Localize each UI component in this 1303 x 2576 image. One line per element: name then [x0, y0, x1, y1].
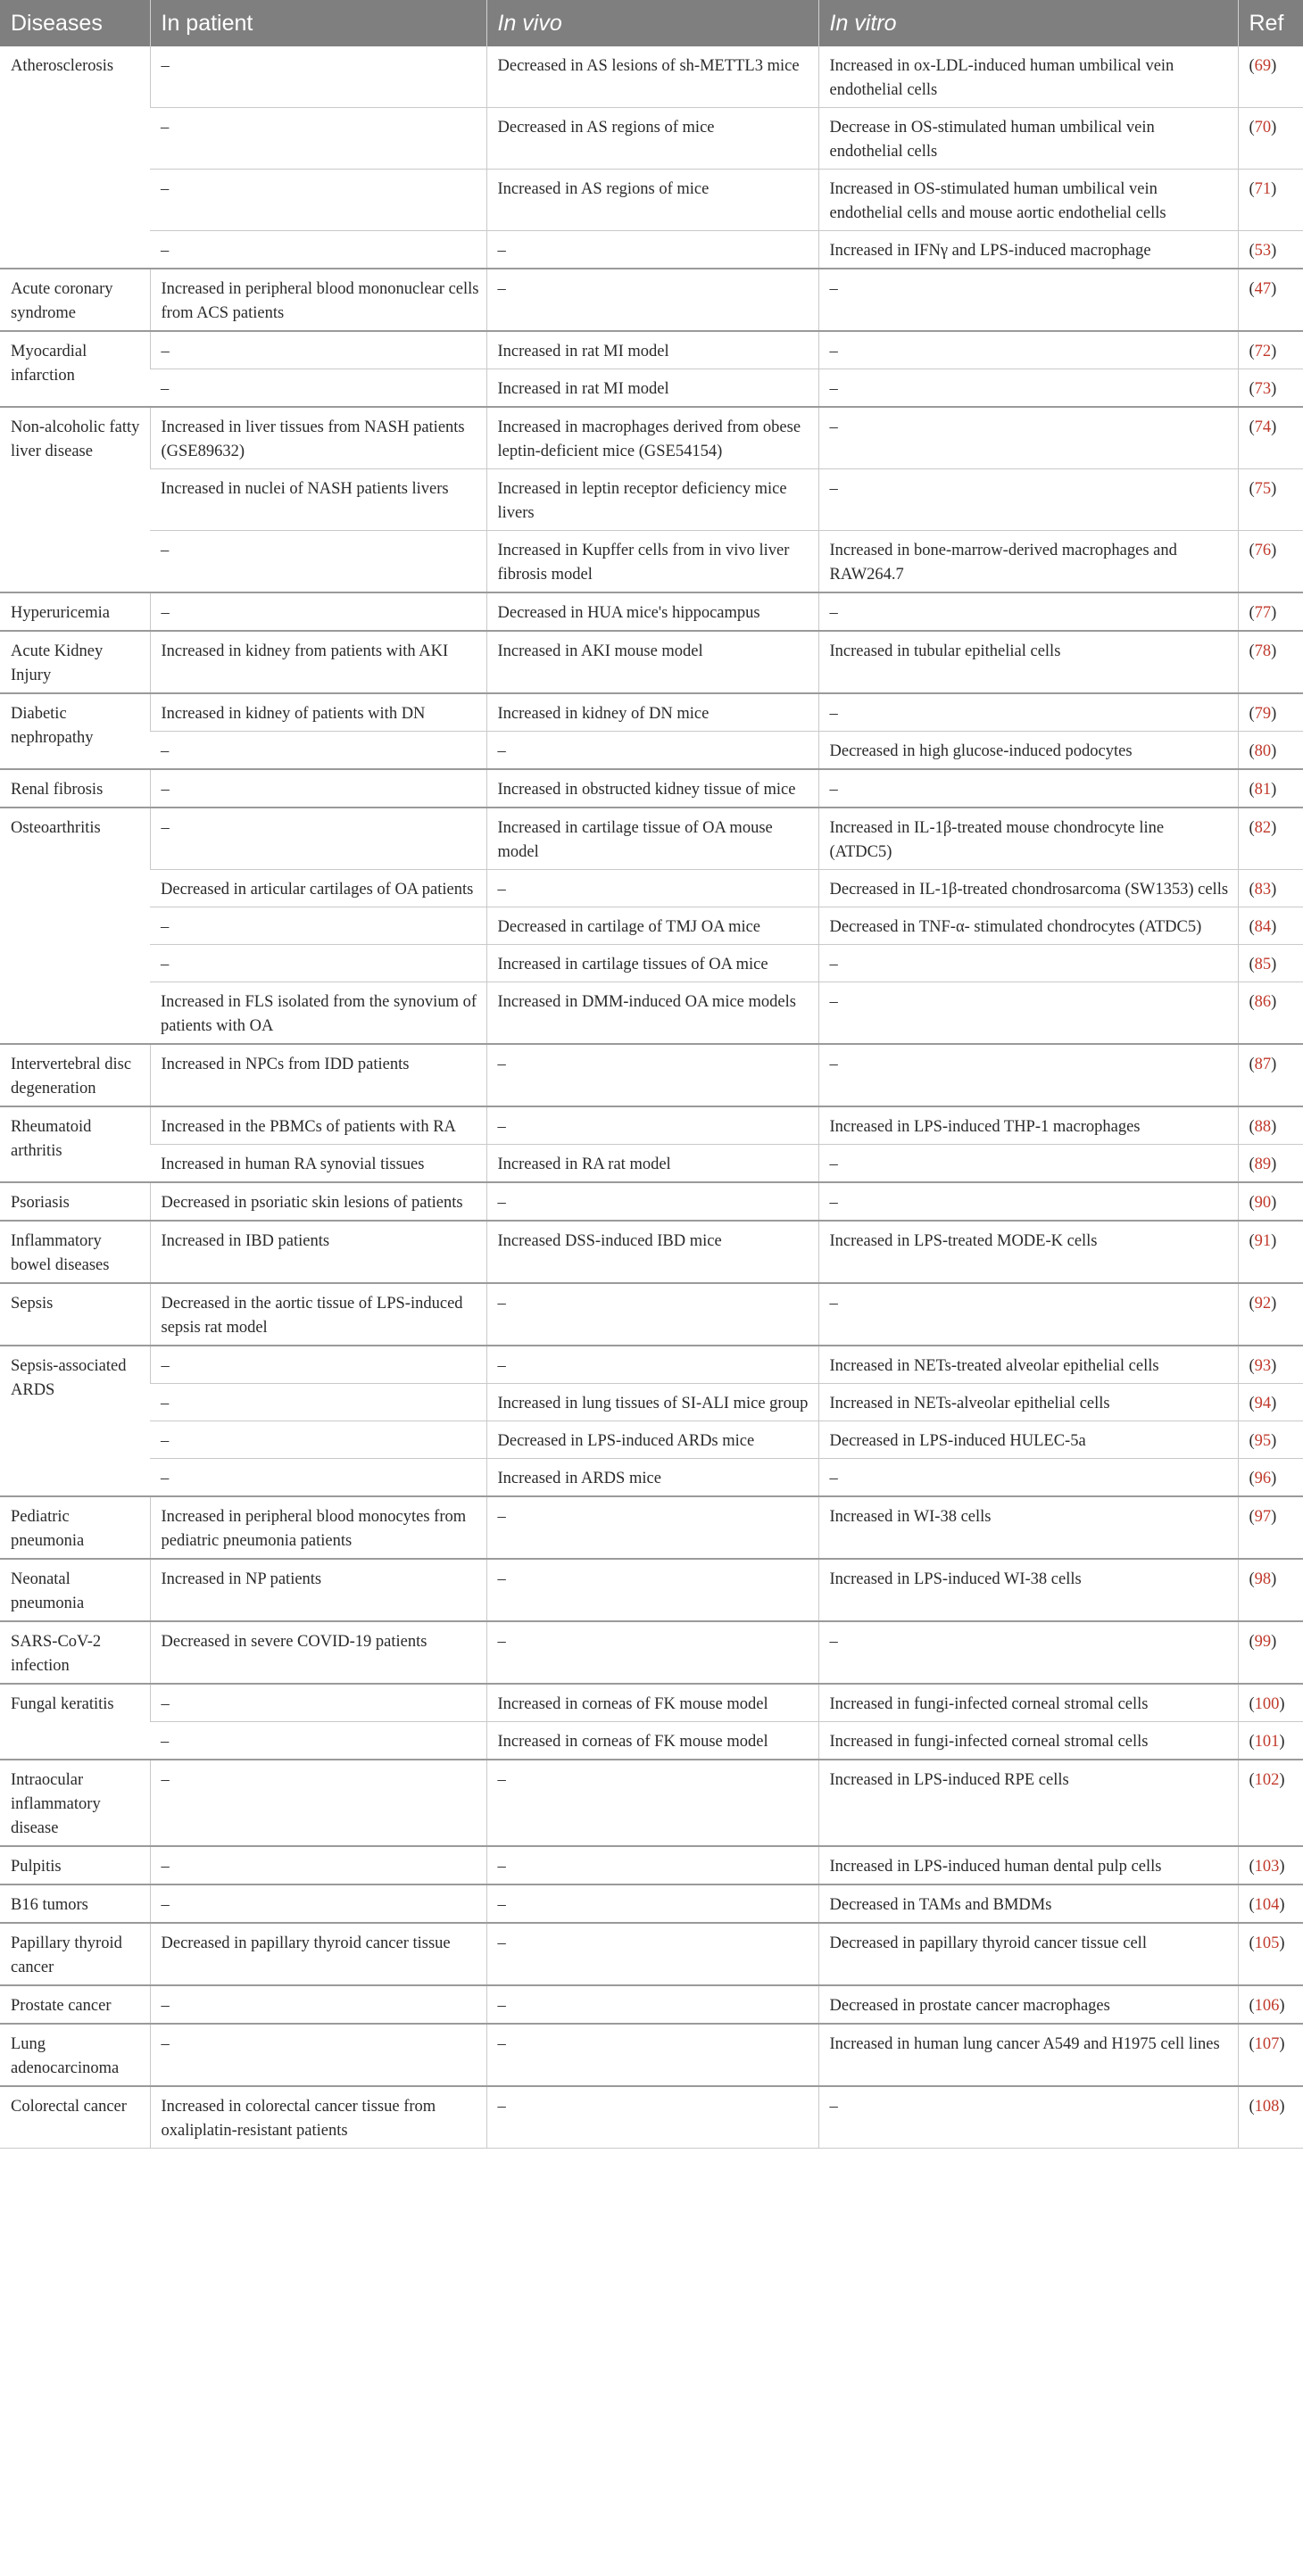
in-vivo-cell: – — [486, 1283, 818, 1346]
disease-cell: Prostate cancer — [0, 1985, 150, 2024]
ref-link[interactable]: 95 — [1254, 1432, 1272, 1450]
table-row — [0, 331, 1303, 369]
ref-cell: (102) — [1238, 1760, 1303, 1846]
in-patient-cell: – — [150, 769, 486, 808]
ref-cell: (84) — [1238, 907, 1303, 945]
in-patient-cell: Increased in liver tissues from NASH patients (GSE89632) — [150, 407, 486, 469]
disease-cell: Myocardial infarction — [0, 331, 150, 407]
in-vivo-cell: – — [486, 1182, 818, 1221]
in-vivo-cell: Increased in corneas of FK mouse model — [486, 1722, 818, 1760]
ref-link[interactable]: 81 — [1254, 781, 1272, 799]
table-row — [0, 732, 1303, 770]
in-patient-cell: – — [150, 331, 486, 369]
table-row — [0, 231, 1303, 269]
in-vivo-cell: Increased in cartilage tissue of OA mouse model — [486, 808, 818, 870]
header-in-patient: In patient — [150, 0, 486, 46]
table-row — [0, 407, 1303, 469]
in-vitro-cell: Decreased in TNF-α- stimulated chondrocytes (ATDC5) — [818, 907, 1238, 945]
table-row — [0, 870, 1303, 907]
table-row — [0, 1760, 1303, 1846]
in-vivo-cell: Increased in rat MI model — [486, 369, 818, 408]
ref-cell: (106) — [1238, 1985, 1303, 2024]
in-patient-cell: – — [150, 46, 486, 108]
in-vitro-cell: Decreased in prostate cancer macrophages — [818, 1985, 1238, 2024]
ref-link[interactable]: 96 — [1254, 1470, 1272, 1487]
ref-link[interactable]: 75 — [1254, 480, 1272, 498]
table-row — [0, 1621, 1303, 1684]
in-vivo-cell: Increased in AS regions of mice — [486, 170, 818, 231]
ref-link[interactable]: 79 — [1254, 705, 1272, 723]
in-vitro-cell: – — [818, 693, 1238, 732]
in-patient-cell: – — [150, 231, 486, 269]
ref-cell: (88) — [1238, 1106, 1303, 1145]
in-vivo-cell: – — [486, 1621, 818, 1684]
in-vitro-cell: – — [818, 407, 1238, 469]
in-vivo-cell: – — [486, 870, 818, 907]
ref-cell: (72) — [1238, 331, 1303, 369]
header-ref: Ref — [1238, 0, 1303, 46]
in-vitro-cell: – — [818, 469, 1238, 531]
in-vivo-cell: – — [486, 269, 818, 331]
ref-link[interactable]: 82 — [1254, 819, 1272, 837]
in-vitro-cell: – — [818, 1182, 1238, 1221]
ref-link[interactable]: 69 — [1254, 57, 1272, 75]
ref-link[interactable]: 108 — [1254, 2098, 1280, 2116]
in-vitro-cell: – — [818, 2086, 1238, 2149]
in-vivo-cell: – — [486, 1346, 818, 1384]
table-row — [0, 808, 1303, 870]
in-vivo-cell: Increased in rat MI model — [486, 331, 818, 369]
in-vitro-cell: Decreased in IL-1β-treated chondrosarcoma (SW1353) cells — [818, 870, 1238, 907]
disease-cell: Acute Kidney Injury — [0, 631, 150, 693]
in-vitro-cell: – — [818, 982, 1238, 1045]
ref-cell: (77) — [1238, 592, 1303, 631]
in-vitro-cell: Increased in IFNγ and LPS-induced macrophage — [818, 231, 1238, 269]
table-row — [0, 1182, 1303, 1221]
ref-link[interactable]: 94 — [1254, 1395, 1272, 1412]
in-vitro-cell: – — [818, 369, 1238, 408]
disease-cell: Osteoarthritis — [0, 808, 150, 1044]
in-vivo-cell: – — [486, 1923, 818, 1985]
in-patient-cell: Increased in peripheral blood mononuclear cells from ACS patients — [150, 269, 486, 331]
in-vivo-cell: – — [486, 1106, 818, 1145]
in-vitro-cell: Increased in WI-38 cells — [818, 1496, 1238, 1559]
ref-link[interactable]: 87 — [1254, 1056, 1272, 1073]
in-vivo-cell: Decreased in AS lesions of sh-METTL3 mice — [486, 46, 818, 108]
in-patient-cell: – — [150, 808, 486, 870]
disease-cell: Inflammatory bowel diseases — [0, 1221, 150, 1283]
in-vitro-cell: – — [818, 769, 1238, 808]
ref-cell: (98) — [1238, 1559, 1303, 1621]
disease-cell: Sepsis-associated ARDS — [0, 1346, 150, 1496]
in-patient-cell: – — [150, 1884, 486, 1923]
ref-cell: (108) — [1238, 2086, 1303, 2149]
ref-link[interactable]: 80 — [1254, 742, 1272, 760]
in-vitro-cell: – — [818, 1621, 1238, 1684]
ref-link[interactable]: 74 — [1254, 418, 1272, 436]
disease-cell: Pediatric pneumonia — [0, 1496, 150, 1559]
table-row — [0, 1459, 1303, 1497]
in-vivo-cell: – — [486, 1559, 818, 1621]
table-row — [0, 1283, 1303, 1346]
in-vivo-cell: Increased DSS-induced IBD mice — [486, 1221, 818, 1283]
in-patient-cell: – — [150, 531, 486, 593]
ref-cell: (47) — [1238, 269, 1303, 331]
ref-link[interactable]: 73 — [1254, 380, 1272, 398]
in-vivo-cell: – — [486, 1846, 818, 1884]
ref-cell: (70) — [1238, 108, 1303, 170]
ref-link[interactable]: 104 — [1254, 1896, 1280, 1914]
in-vitro-cell: Increased in NETs-treated alveolar epithelial cells — [818, 1346, 1238, 1384]
in-patient-cell: Decreased in severe COVID-19 patients — [150, 1621, 486, 1684]
in-vitro-cell: Increased in LPS-induced WI-38 cells — [818, 1559, 1238, 1621]
table-row — [0, 945, 1303, 982]
disease-cell: Non-alcoholic fatty liver disease — [0, 407, 150, 592]
ref-cell: (53) — [1238, 231, 1303, 269]
in-patient-cell: Increased in kidney of patients with DN — [150, 693, 486, 732]
table-row — [0, 170, 1303, 231]
in-patient-cell: Increased in FLS isolated from the synovium of patients with OA — [150, 982, 486, 1045]
ref-cell: (85) — [1238, 945, 1303, 982]
ref-link[interactable]: 88 — [1254, 1118, 1272, 1136]
ref-cell: (105) — [1238, 1923, 1303, 1985]
in-patient-cell: Increased in peripheral blood monocytes from pediatric pneumonia patients — [150, 1496, 486, 1559]
in-patient-cell: Increased in NPCs from IDD patients — [150, 1044, 486, 1106]
disease-cell: Sepsis — [0, 1283, 150, 1346]
in-vitro-cell: – — [818, 592, 1238, 631]
in-vitro-cell: – — [818, 1044, 1238, 1106]
ref-link[interactable]: 106 — [1254, 1997, 1280, 2015]
disease-cell: Renal fibrosis — [0, 769, 150, 808]
table-row — [0, 592, 1303, 631]
table-row — [0, 469, 1303, 531]
ref-link[interactable]: 71 — [1254, 180, 1272, 198]
in-patient-cell: – — [150, 592, 486, 631]
ref-cell: (75) — [1238, 469, 1303, 531]
in-vitro-cell: Increased in LPS-induced THP-1 macrophages — [818, 1106, 1238, 1145]
ref-link[interactable]: 86 — [1254, 993, 1272, 1011]
disease-cell: B16 tumors — [0, 1884, 150, 1923]
ref-cell: (107) — [1238, 2024, 1303, 2086]
ref-cell: (76) — [1238, 531, 1303, 593]
table-row — [0, 108, 1303, 170]
in-vitro-cell: Decreased in papillary thyroid cancer tissue cell — [818, 1923, 1238, 1985]
in-vitro-cell: – — [818, 1283, 1238, 1346]
table-row — [0, 2024, 1303, 2086]
in-patient-cell: – — [150, 907, 486, 945]
in-vivo-cell: – — [486, 1044, 818, 1106]
table-row — [0, 1106, 1303, 1145]
in-vivo-cell: Increased in Kupffer cells from in vivo liver fibrosis model — [486, 531, 818, 593]
in-vitro-cell: Increased in fungi-infected corneal stromal cells — [818, 1684, 1238, 1722]
in-patient-cell: Increased in kidney from patients with AKI — [150, 631, 486, 693]
table-row — [0, 1923, 1303, 1985]
in-vitro-cell: Decreased in LPS-induced HULEC-5a — [818, 1421, 1238, 1459]
ref-link[interactable]: 78 — [1254, 642, 1272, 660]
table-row — [0, 269, 1303, 331]
in-vivo-cell: Decreased in LPS-induced ARDs mice — [486, 1421, 818, 1459]
in-vivo-cell: Increased in DMM-induced OA mice models — [486, 982, 818, 1045]
ref-link[interactable]: 70 — [1254, 119, 1272, 137]
ref-link[interactable]: 85 — [1254, 956, 1272, 973]
in-patient-cell: – — [150, 1846, 486, 1884]
ref-cell: (93) — [1238, 1346, 1303, 1384]
in-vivo-cell: Increased in AKI mouse model — [486, 631, 818, 693]
ref-cell: (83) — [1238, 870, 1303, 907]
table-row — [0, 531, 1303, 593]
in-vivo-cell: – — [486, 1496, 818, 1559]
ref-cell: (103) — [1238, 1846, 1303, 1884]
in-vivo-cell: – — [486, 2086, 818, 2149]
ref-cell: (92) — [1238, 1283, 1303, 1346]
table-row — [0, 982, 1303, 1045]
in-vivo-cell: Decreased in HUA mice's hippocampus — [486, 592, 818, 631]
in-vivo-cell: Increased in corneas of FK mouse model — [486, 1684, 818, 1722]
ref-link[interactable]: 53 — [1254, 242, 1272, 260]
ref-cell: (78) — [1238, 631, 1303, 693]
ref-link[interactable]: 91 — [1254, 1232, 1272, 1250]
ref-cell: (95) — [1238, 1421, 1303, 1459]
ref-cell: (89) — [1238, 1145, 1303, 1183]
table-row — [0, 907, 1303, 945]
in-vivo-cell: – — [486, 231, 818, 269]
in-patient-cell: – — [150, 1346, 486, 1384]
in-vitro-cell: – — [818, 945, 1238, 982]
ref-link[interactable]: 97 — [1254, 1508, 1272, 1526]
in-vivo-cell: – — [486, 1985, 818, 2024]
ref-link[interactable]: 99 — [1254, 1633, 1272, 1651]
in-vivo-cell: Increased in lung tissues of SI-ALI mice group — [486, 1384, 818, 1421]
in-vivo-cell: Decreased in AS regions of mice — [486, 108, 818, 170]
table-row — [0, 1985, 1303, 2024]
disease-cell: Acute coronary syndrome — [0, 269, 150, 331]
ref-link[interactable]: 89 — [1254, 1155, 1272, 1173]
header-diseases: Diseases — [0, 0, 150, 46]
ref-cell: (99) — [1238, 1621, 1303, 1684]
in-vivo-cell: – — [486, 1760, 818, 1846]
disease-cell: SARS-CoV-2 infection — [0, 1621, 150, 1684]
in-vitro-cell: – — [818, 1145, 1238, 1183]
in-patient-cell: Increased in IBD patients — [150, 1221, 486, 1283]
ref-cell: (94) — [1238, 1384, 1303, 1421]
ref-link[interactable]: 76 — [1254, 542, 1272, 559]
ref-link[interactable]: 83 — [1254, 881, 1272, 899]
in-vivo-cell: – — [486, 2024, 818, 2086]
in-vitro-cell: – — [818, 269, 1238, 331]
table-row — [0, 1421, 1303, 1459]
in-patient-cell: – — [150, 2024, 486, 2086]
in-vitro-cell: Increased in LPS-induced RPE cells — [818, 1760, 1238, 1846]
disease-cell: Intraocular inflammatory disease — [0, 1760, 150, 1846]
ref-link[interactable]: 100 — [1254, 1695, 1280, 1713]
in-vivo-cell: Decreased in cartilage of TMJ OA mice — [486, 907, 818, 945]
in-vitro-cell: Decreased in high glucose-induced podocytes — [818, 732, 1238, 770]
table-row — [0, 1884, 1303, 1923]
in-vitro-cell: – — [818, 331, 1238, 369]
ref-link[interactable]: 90 — [1254, 1194, 1272, 1212]
ref-cell: (79) — [1238, 693, 1303, 732]
table-row — [0, 1346, 1303, 1384]
ref-cell: (82) — [1238, 808, 1303, 870]
in-vitro-cell: Increased in OS-stimulated human umbilical vein endothelial cells and mouse aortic endothelial cells — [818, 170, 1238, 231]
in-vitro-cell: Increased in NETs-alveolar epithelial cells — [818, 1384, 1238, 1421]
table-row — [0, 369, 1303, 408]
in-vivo-cell: Increased in kidney of DN mice — [486, 693, 818, 732]
table-row — [0, 46, 1303, 108]
ref-cell: (81) — [1238, 769, 1303, 808]
ref-cell: (101) — [1238, 1722, 1303, 1760]
ref-link[interactable]: 98 — [1254, 1570, 1272, 1588]
in-patient-cell: – — [150, 1459, 486, 1497]
ref-cell: (96) — [1238, 1459, 1303, 1497]
in-vivo-cell: – — [486, 732, 818, 770]
disease-cell: Colorectal cancer — [0, 2086, 150, 2149]
disease-cell: Lung adenocarcinoma — [0, 2024, 150, 2086]
in-vivo-cell: – — [486, 1884, 818, 1923]
in-vitro-cell: Increased in tubular epithelial cells — [818, 631, 1238, 693]
in-patient-cell: – — [150, 1684, 486, 1722]
table-body — [0, 46, 1303, 2149]
in-patient-cell: Increased in human RA synovial tissues — [150, 1145, 486, 1183]
table-row — [0, 769, 1303, 808]
disease-cell: Pulpitis — [0, 1846, 150, 1884]
ref-link[interactable]: 103 — [1254, 1858, 1280, 1876]
in-patient-cell: Increased in NP patients — [150, 1559, 486, 1621]
in-patient-cell: – — [150, 170, 486, 231]
in-patient-cell: – — [150, 1985, 486, 2024]
disease-cell: Rheumatoid arthritis — [0, 1106, 150, 1182]
ref-cell: (69) — [1238, 46, 1303, 108]
in-vivo-cell: Increased in RA rat model — [486, 1145, 818, 1183]
in-vitro-cell: – — [818, 1459, 1238, 1497]
in-patient-cell: Increased in colorectal cancer tissue from oxaliplatin-resistant patients — [150, 2086, 486, 2149]
table-row — [0, 693, 1303, 732]
disease-cell: Atherosclerosis — [11, 57, 114, 75]
disease-cell: Fungal keratitis — [0, 1684, 150, 1760]
in-patient-cell: Decreased in the aortic tissue of LPS-induced sepsis rat model — [150, 1283, 486, 1346]
in-patient-cell: – — [150, 1421, 486, 1459]
ref-link[interactable]: 102 — [1254, 1771, 1280, 1789]
in-patient-cell: Decreased in papillary thyroid cancer tissue — [150, 1923, 486, 1985]
in-patient-cell: Decreased in psoriatic skin lesions of patients — [150, 1182, 486, 1221]
ref-link[interactable]: 107 — [1254, 2035, 1280, 2053]
in-vitro-cell: Increased in bone-marrow-derived macrophages and RAW264.7 — [818, 531, 1238, 593]
ref-link[interactable]: 101 — [1254, 1733, 1280, 1751]
table-row — [0, 631, 1303, 693]
in-patient-cell: – — [150, 108, 486, 170]
table-row — [0, 1384, 1303, 1421]
in-patient-cell: – — [150, 1384, 486, 1421]
table-row — [0, 1846, 1303, 1884]
header-row — [0, 0, 1303, 46]
ref-link[interactable]: 84 — [1254, 918, 1272, 936]
in-vitro-cell: Increased in IL-1β-treated mouse chondrocyte line (ATDC5) — [818, 808, 1238, 870]
disease-cell: Papillary thyroid cancer — [0, 1923, 150, 1985]
disease-cell: Intervertebral disc degeneration — [0, 1044, 150, 1106]
in-vivo-cell: Increased in obstructed kidney tissue of mice — [486, 769, 818, 808]
table-row — [0, 1722, 1303, 1760]
table-row — [0, 1684, 1303, 1722]
in-vitro-cell: Increased in LPS-treated MODE-K cells — [818, 1221, 1238, 1283]
table-row — [0, 1496, 1303, 1559]
in-vitro-cell: Decrease in OS-stimulated human umbilical vein endothelial cells — [818, 108, 1238, 170]
in-patient-cell: Decreased in articular cartilages of OA patients — [150, 870, 486, 907]
in-patient-cell: – — [150, 1760, 486, 1846]
ref-cell: (86) — [1238, 982, 1303, 1045]
disease-cell: Diabetic nephropathy — [0, 693, 150, 769]
in-vivo-cell: Increased in ARDS mice — [486, 1459, 818, 1497]
ref-cell: (73) — [1238, 369, 1303, 408]
disease-cell: Neonatal pneumonia — [0, 1559, 150, 1621]
in-vitro-cell: Decreased in TAMs and BMDMs — [818, 1884, 1238, 1923]
in-patient-cell: – — [150, 945, 486, 982]
ref-cell: (104) — [1238, 1884, 1303, 1923]
ref-cell: (97) — [1238, 1496, 1303, 1559]
in-vitro-cell: Increased in LPS-induced human dental pulp cells — [818, 1846, 1238, 1884]
in-vivo-cell: Increased in cartilage tissues of OA mice — [486, 945, 818, 982]
table-row — [0, 1145, 1303, 1183]
disease-cell: Psoriasis — [0, 1182, 150, 1221]
in-vitro-cell: Increased in human lung cancer A549 and H1975 cell lines — [818, 2024, 1238, 2086]
table-row — [0, 2086, 1303, 2149]
ref-cell: (74) — [1238, 407, 1303, 469]
table-row — [0, 1221, 1303, 1283]
disease-cell: Hyperuricemia — [0, 592, 150, 631]
header-in-vitro: In vitro — [818, 0, 1238, 46]
ref-cell: (100) — [1238, 1684, 1303, 1722]
ref-link[interactable]: 92 — [1254, 1295, 1272, 1313]
ref-link[interactable]: 47 — [1254, 280, 1272, 298]
in-vitro-cell: Increased in fungi-infected corneal stromal cells — [818, 1722, 1238, 1760]
ref-link[interactable]: 93 — [1254, 1357, 1272, 1375]
in-vitro-cell: Increased in ox-LDL-induced human umbilical vein endothelial cells — [818, 46, 1238, 108]
in-patient-cell: – — [150, 732, 486, 770]
ref-cell: (87) — [1238, 1044, 1303, 1106]
table-row — [0, 1044, 1303, 1106]
ref-link[interactable]: 72 — [1254, 343, 1272, 360]
table-row — [0, 1559, 1303, 1621]
ref-cell: (71) — [1238, 170, 1303, 231]
in-patient-cell: – — [150, 369, 486, 408]
ref-cell: (90) — [1238, 1182, 1303, 1221]
in-patient-cell: Increased in nuclei of NASH patients livers — [150, 469, 486, 531]
ref-link[interactable]: 105 — [1254, 1934, 1280, 1952]
ref-cell: (91) — [1238, 1221, 1303, 1283]
ref-cell: (80) — [1238, 732, 1303, 770]
in-patient-cell: – — [150, 1722, 486, 1760]
header-in-vivo: In vivo — [486, 0, 818, 46]
ref-link[interactable]: 77 — [1254, 604, 1272, 622]
in-patient-cell: Increased in the PBMCs of patients with RA — [150, 1106, 486, 1145]
in-vivo-cell: Increased in macrophages derived from obese leptin-deficient mice (GSE54154) — [486, 407, 818, 469]
in-vivo-cell: Increased in leptin receptor deficiency mice livers — [486, 469, 818, 531]
